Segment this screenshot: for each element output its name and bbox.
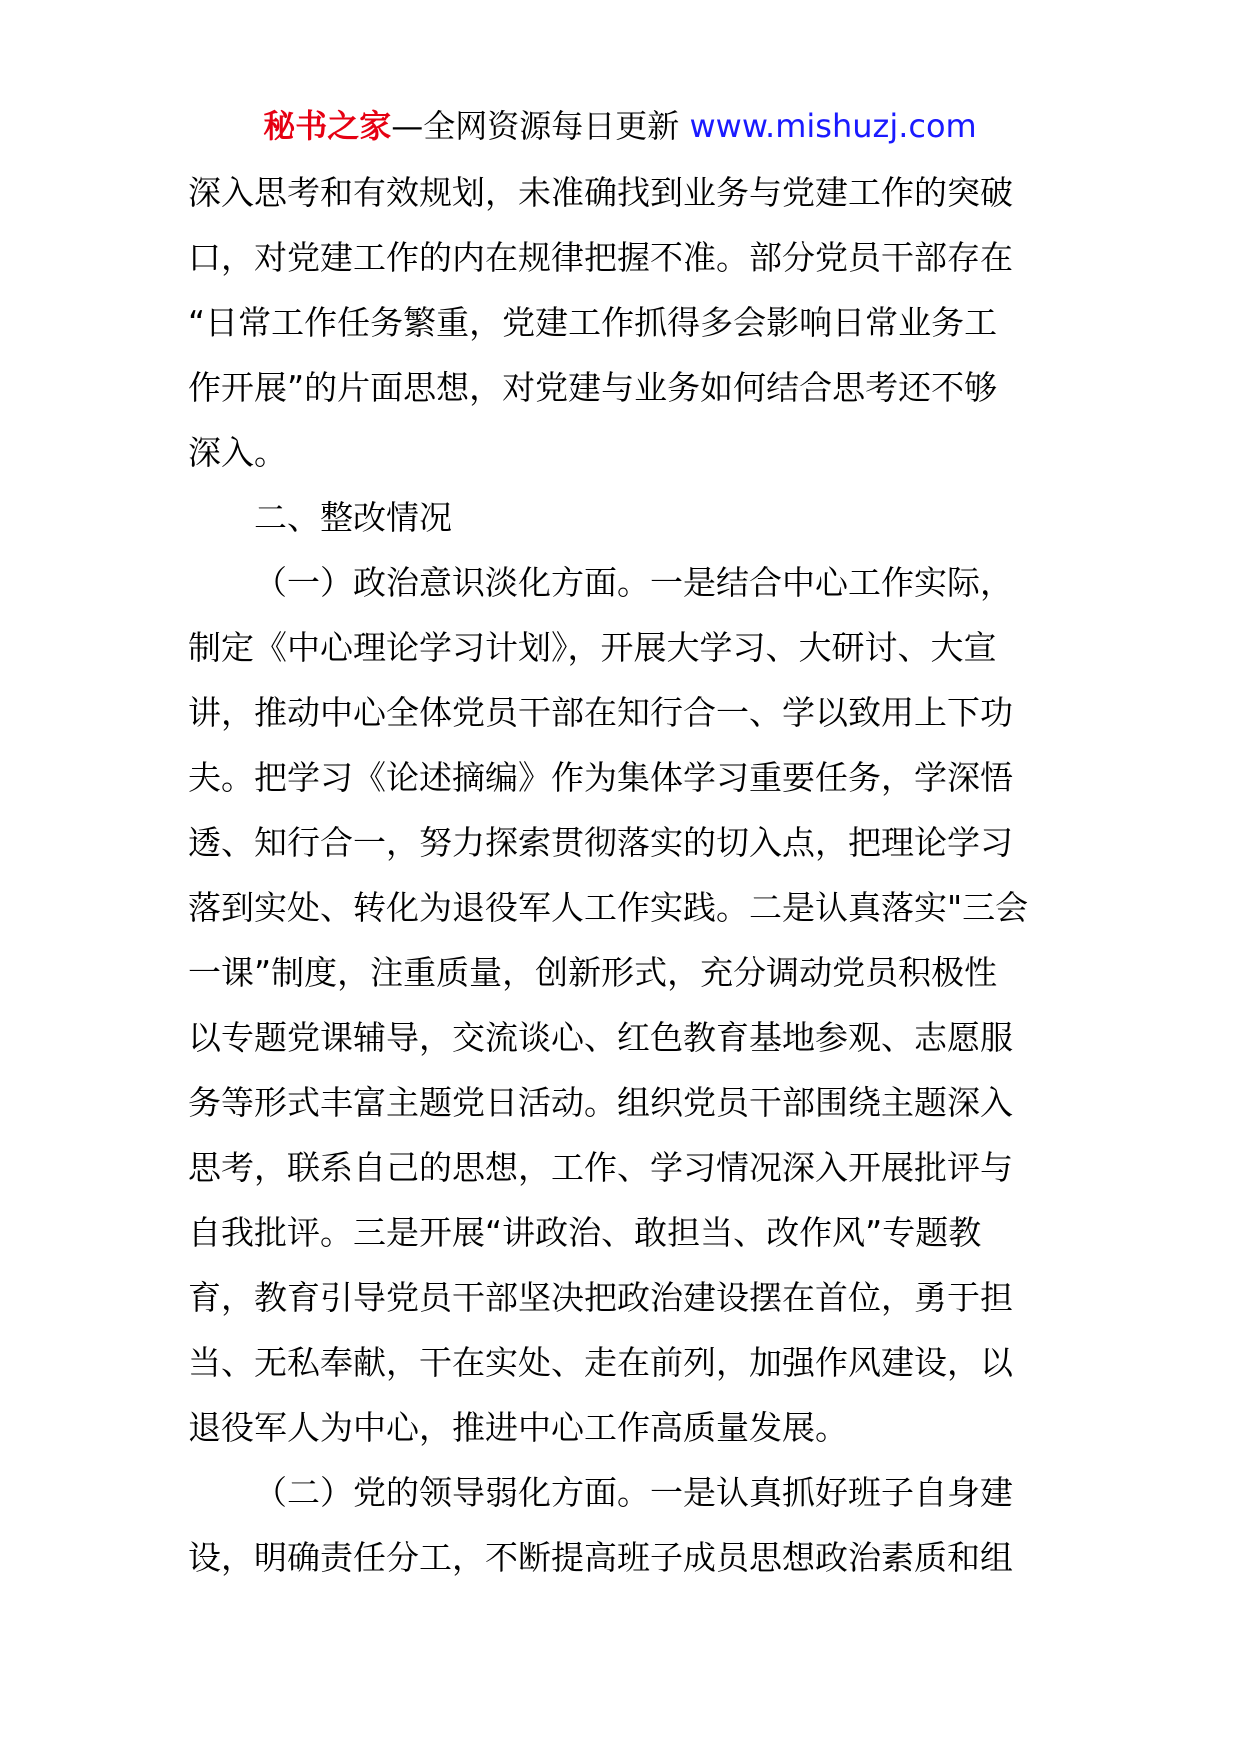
header-tagline: —全网资源每日更新 bbox=[391, 107, 680, 145]
body-line: 自我批评。三是开展“讲政治、敢担当、改作风”专题教 bbox=[188, 1213, 982, 1252]
body-line: 育，教育引导党员干部坚决把政治建设摆在首位，勇于担 bbox=[188, 1278, 1013, 1317]
body-line: 作开展”的片面思想，对党建与业务如何结合思考还不够 bbox=[188, 368, 998, 407]
body-line: 夫。把学习《论述摘编》作为集体学习重要任务，学深悟 bbox=[188, 758, 1013, 797]
section-heading: 二、整改情况 bbox=[254, 498, 452, 537]
brand-name: 秘书之家 bbox=[263, 107, 392, 145]
document-body bbox=[188, 160, 1058, 1590]
body-line: 口，对党建工作的内在规律把握不准。部分党员干部存在 bbox=[188, 238, 1013, 277]
body-line: 当、无私奉献，干在实处、走在前列，加强作风建设，以 bbox=[188, 1343, 1013, 1382]
body-line: 透、知行合一，努力探索贯彻落实的切入点，把理论学习 bbox=[188, 823, 1013, 862]
site-url-link[interactable]: www.mishuzj.com bbox=[689, 107, 977, 145]
body-line: 深入思考和有效规划，未准确找到业务与党建工作的突破 bbox=[188, 173, 1013, 212]
body-line: 退役军人为中心，推进中心工作高质量发展。 bbox=[188, 1408, 848, 1447]
paragraph-first-line: （一）政治意识淡化方面。一是结合中心工作实际， bbox=[254, 563, 1013, 602]
body-line: 讲，推动中心全体党员干部在知行合一、学以致用上下功 bbox=[188, 693, 1013, 732]
body-line: 深入。 bbox=[188, 433, 287, 472]
body-line: 设，明确责任分工，不断提高班子成员思想政治素质和组 bbox=[188, 1538, 1013, 1577]
body-line: 落到实处、转化为退役军人工作实践。二是认真落实"三会 bbox=[188, 888, 1029, 927]
body-line: “日常工作任务繁重，党建工作抓得多会影响日常业务工 bbox=[188, 303, 998, 342]
body-line: 制定《中心理论学习计划》，开展大学习、大研讨、大宣 bbox=[188, 628, 997, 667]
site-header bbox=[0, 104, 1240, 148]
body-line: 务等形式丰富主题党日活动。组织党员干部围绕主题深入 bbox=[188, 1083, 1013, 1122]
body-line: 以专题党课辅导，交流谈心、红色教育基地参观、志愿服 bbox=[188, 1018, 1013, 1057]
body-line: 思考，联系自己的思想，工作、学习情况深入开展批评与 bbox=[188, 1148, 1013, 1187]
paragraph-first-line: （二）党的领导弱化方面。一是认真抓好班子自身建 bbox=[254, 1473, 1013, 1512]
body-line: 一课”制度，注重质量，创新形式，充分调动党员积极性 bbox=[188, 953, 998, 992]
